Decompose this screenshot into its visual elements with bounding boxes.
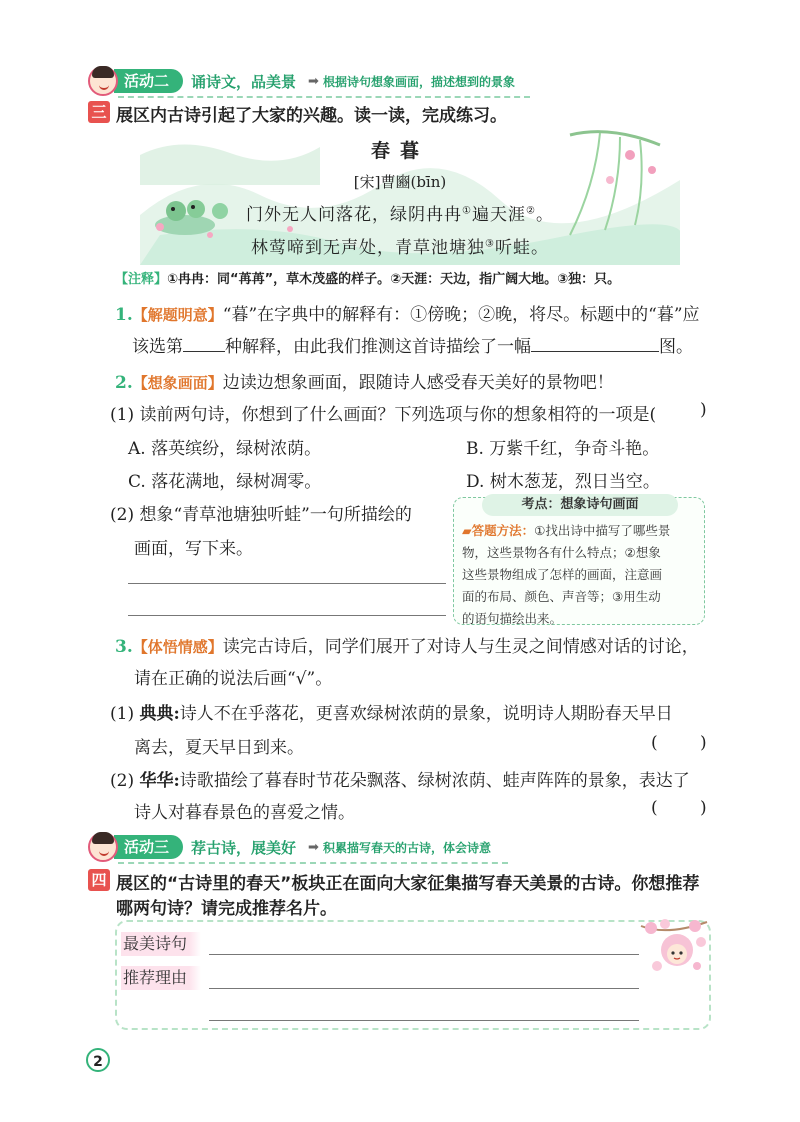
card-line-reason-1[interactable] [209,988,639,989]
q2-option-b[interactable]: B. 万紫千红，争奇斗艳。 [466,439,660,459]
q2-sub2-line2: 画面，写下来。 [134,539,253,559]
banner-divider [118,862,508,864]
activity3-label: 活动三 [114,835,183,859]
q3-statement-2: (2) 华华:诗歌描绘了暮春时节花朵飘落、绿树浓荫、蛙声阵阵的景象，表达了 [110,771,690,791]
q2-heading: 2.【想象画面】边读边想象画面，跟随诗人感受春天美好的景物吧！ [115,373,614,393]
poem-line-2: 林莺啼到无声处，青草池塘独③听蛙。 [251,238,549,258]
q2-sub1-paren-close: ) [700,400,707,420]
section4-line2: 哪两句诗？请完成推荐名片。 [116,899,337,919]
banner-divider [118,96,530,98]
mascot-face-icon [88,832,118,862]
tip-head: 考点：想象诗句画面 [482,494,678,516]
q3-answer-paren-2-close[interactable]: ) [700,798,707,818]
section4-badge: 四 [88,869,110,891]
q2-sub2-line1: (2) 想象“青草池塘独听蛙”一句所描绘的 [110,505,412,525]
arrow-right-icon: ➡ [308,73,319,89]
q2-answer-line-2[interactable] [128,615,446,616]
tip-body: ▰答题方法：①找出诗中描写了哪些景 物，这些景物各有什么特点；②想象 这些景物组成了怎样的画面，注意画 面的布局、颜色、声音等；③用生动 的语句描绘出来。 [462,523,671,626]
q2-answer-line-1[interactable] [128,583,446,584]
poem-author: [宋]曹豳(bīn) [353,173,447,191]
q3-answer-paren-2-open[interactable]: ( [651,798,658,818]
tip-box [453,497,705,625]
q3-statement-1: (1) 典典:诗人不在乎落花，更喜欢绿树浓荫的景象，说明诗人期盼春天早日 [110,704,673,724]
q3-line1: 3.【体悟情感】读完古诗后，同学们展开了对诗人与生灵之间情感对话的讨论， [115,637,699,657]
q3-answer-paren-1-open[interactable]: ( [651,733,658,753]
section4-line1: 展区的“古诗里的春天”板块正在面向大家征集描写春天美景的古诗。你想推荐 [116,874,700,894]
section3-heading: 展区内古诗引起了大家的兴趣。读一读，完成练习。 [116,106,507,126]
folder-icon: ▰ [462,523,472,538]
poem-notes: 【注释】①冉冉：同“苒苒”，草木茂盛的样子。②天涯：天边，指广阔大地。③独：只。 [115,272,621,287]
q1-line1: 1.【解题明意】“暮”在字典中的解释有：①傍晚；②晚，将尽。标题中的“暮”应 [115,305,700,325]
activity2-hint: 根据诗句想象画面，描述想到的景象 [322,74,515,89]
q1-line2: 该选第 种解释，由此我们推测这首诗描绘了一幅 图。 [132,337,693,357]
card-line-best-lines[interactable] [209,954,639,955]
q2-sub1: (1) 读前两句诗，你想到了什么画面？下列选项与你的想象相符的一项是( [110,405,657,425]
card-line-reason-2[interactable] [209,1020,639,1021]
section3-badge: 三 [88,101,110,123]
flower-mascot-icon [637,916,709,980]
q3-statement-2-line2: 诗人对暮春景色的喜爱之情。 [134,803,355,823]
activity2-banner [88,66,515,96]
q2-option-c[interactable]: C. 落花满地，绿树凋零。 [128,472,322,492]
q2-option-d[interactable]: D. 树木葱茏，烈日当空。 [466,472,660,492]
page-number: 2 [86,1048,110,1072]
activity3-banner [88,832,491,862]
card-label-reason: 推荐理由 [121,966,201,990]
q1-blank-choice[interactable] [183,351,225,352]
activity2-title: 诵诗文，品美景 [191,72,297,91]
recommendation-card [115,920,711,1030]
arrow-right-icon: ➡ [308,839,319,855]
activity2-label: 活动二 [114,69,183,93]
poem-title: 春暮 [370,140,429,162]
activity3-hint: 积累描写春天的古诗，体会诗意 [322,840,491,855]
q3-answer-paren-1-close[interactable]: ) [700,733,707,753]
q3-statement-1-line2: 离去，夏天早日到来。 [134,738,304,758]
q3-line2: 请在正确的说法后画“√”。 [134,669,333,689]
mascot-face-icon [88,66,118,96]
activity3-title: 荐古诗，展美好 [191,838,297,857]
poem-line-1: 门外无人问落花，绿阴冉冉①遍天涯②。 [246,205,554,225]
q1-blank-picture[interactable] [531,351,659,352]
q2-option-a[interactable]: A. 落英缤纷，绿树浓荫。 [128,439,322,459]
card-label-best-lines: 最美诗句 [121,932,201,956]
